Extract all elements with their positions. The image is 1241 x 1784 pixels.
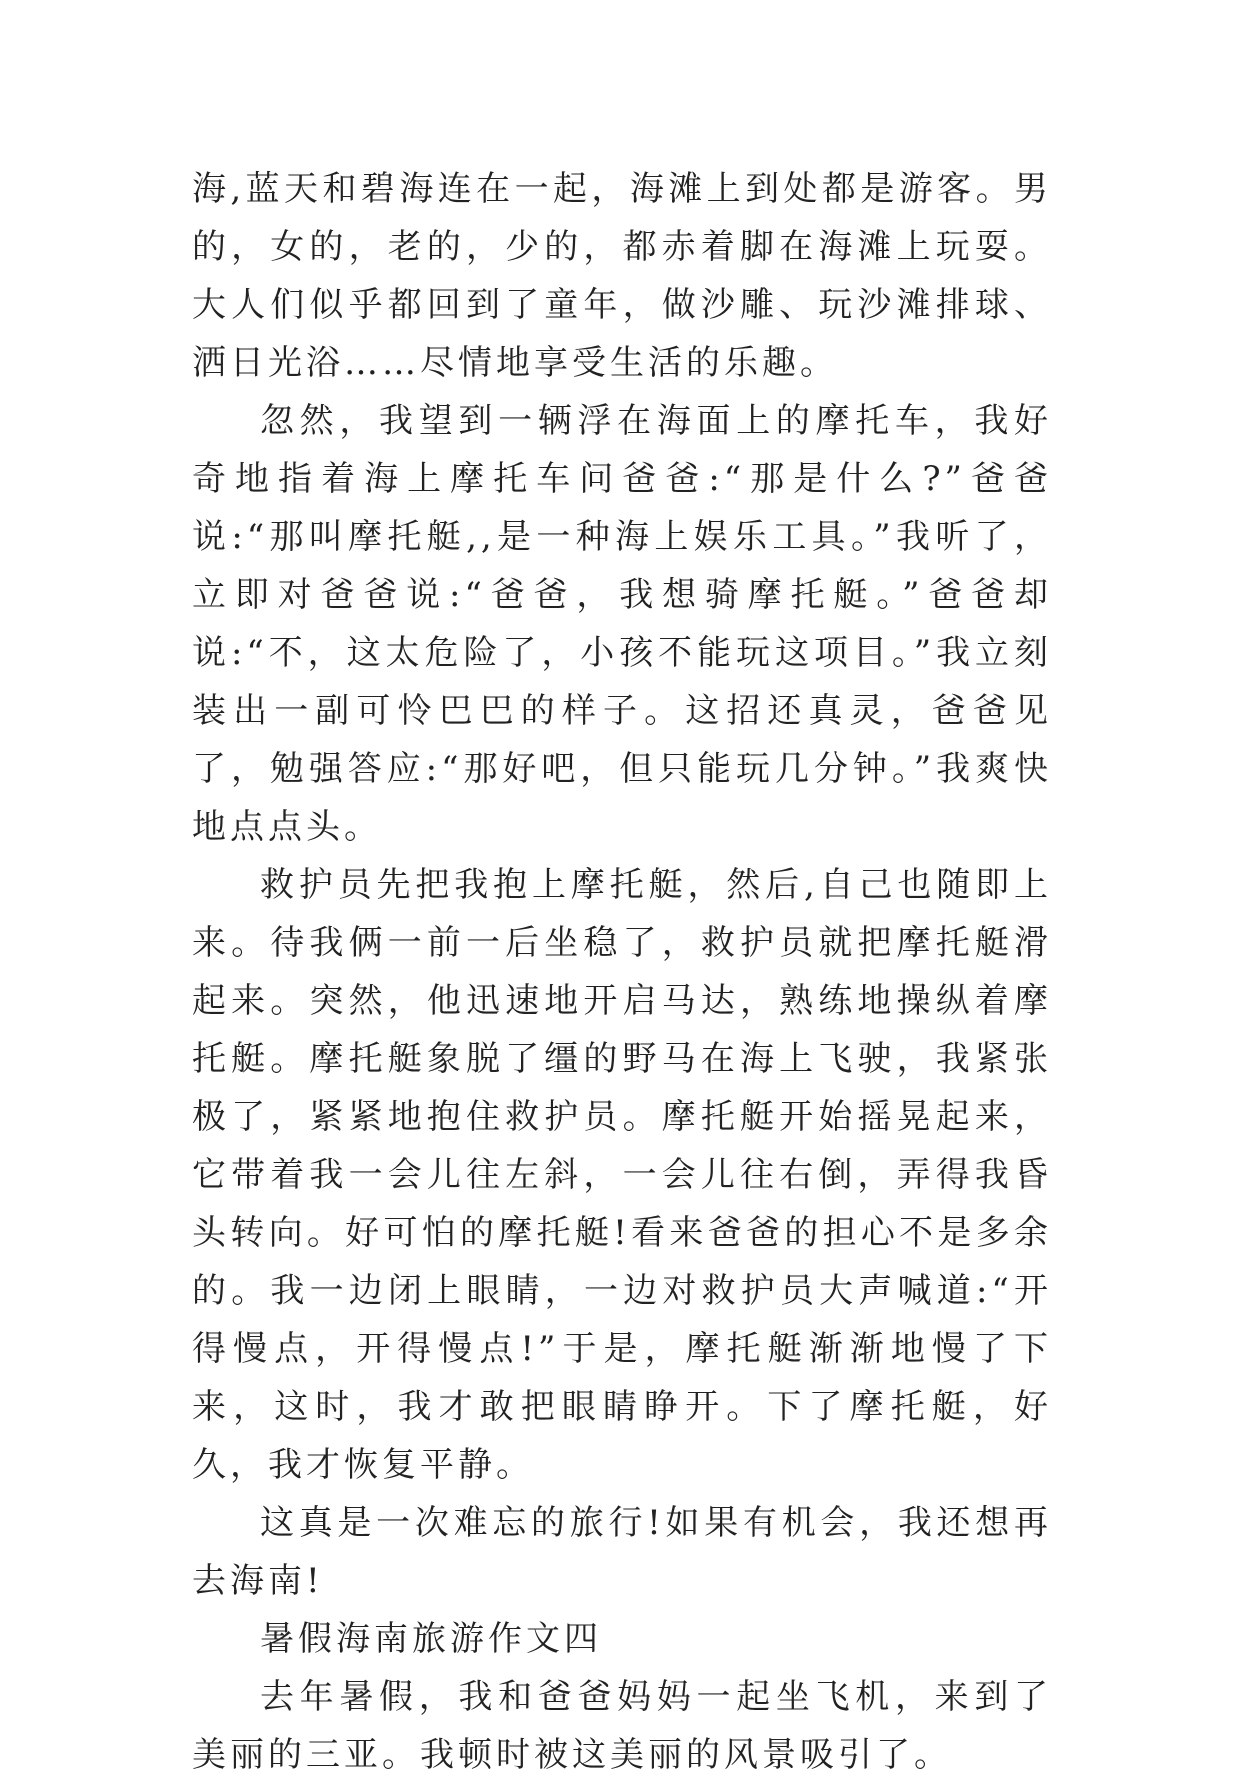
paragraph-jet-ski-question: 忽然，我望到一辆浮在海面上的摩托车，我好奇地指着海上摩托车问爸爸:“那是什么?”爸爸说:“那叫摩托艇,,是一种海上娱乐工具。”我听了，立即对爸爸说:“爸爸，我想骑摩托艇。”爸爸却说:“不，这太危险了，小孩不能玩这项目。”我立刻装出一副可怜巴巴的样子。这招还真灵，爸爸见了，勉强答应:“那好吧，但只能玩几分钟。”我爽快地点点头。: [192, 401, 1052, 847]
paragraph-conclusion: 这真是一次难忘的旅行!如果有机会，我还想再去海南!: [192, 1503, 1052, 1601]
document-body: [192, 160, 1052, 1784]
paragraph-sanya-intro: 去年暑假，我和爸爸妈妈一起坐飞机，来到了美丽的三亚。我顿时被这美丽的风景吸引了。: [192, 1677, 1052, 1775]
paragraph-jet-ski-ride: 救护员先把我抱上摩托艇，然后,自己也随即上来。待我俩一前一后坐稳了，救护员就把摩托艇滑起来。突然，他迅速地开启马达，熟练地操纵着摩托艇。摩托艇象脱了缰的野马在海上飞驶，我紧张极了，紧紧地抱住救护员。摩托艇开始摇晃起来，它带着我一会儿往左斜，一会儿往右倒，弄得我昏头转向。好可怕的摩托艇!看来爸爸的担心不是多余的。我一边闭上眼睛，一边对救护员大声喊道:“开得慢点，开得慢点!”于是，摩托艇渐渐地慢了下来，这时，我才敢把眼睛睁开。下了摩托艇，好久，我才恢复平静。: [192, 865, 1052, 1485]
paragraph-continued: 海,蓝天和碧海连在一起，海滩上到处都是游客。男的，女的，老的，少的，都赤着脚在海滩上玩耍。大人们似乎都回到了童年，做沙雕、玩沙滩排球、洒日光浴……尽情地享受生活的乐趣。: [192, 169, 1052, 383]
section-heading: 暑假海南旅游作文四: [260, 1619, 602, 1659]
